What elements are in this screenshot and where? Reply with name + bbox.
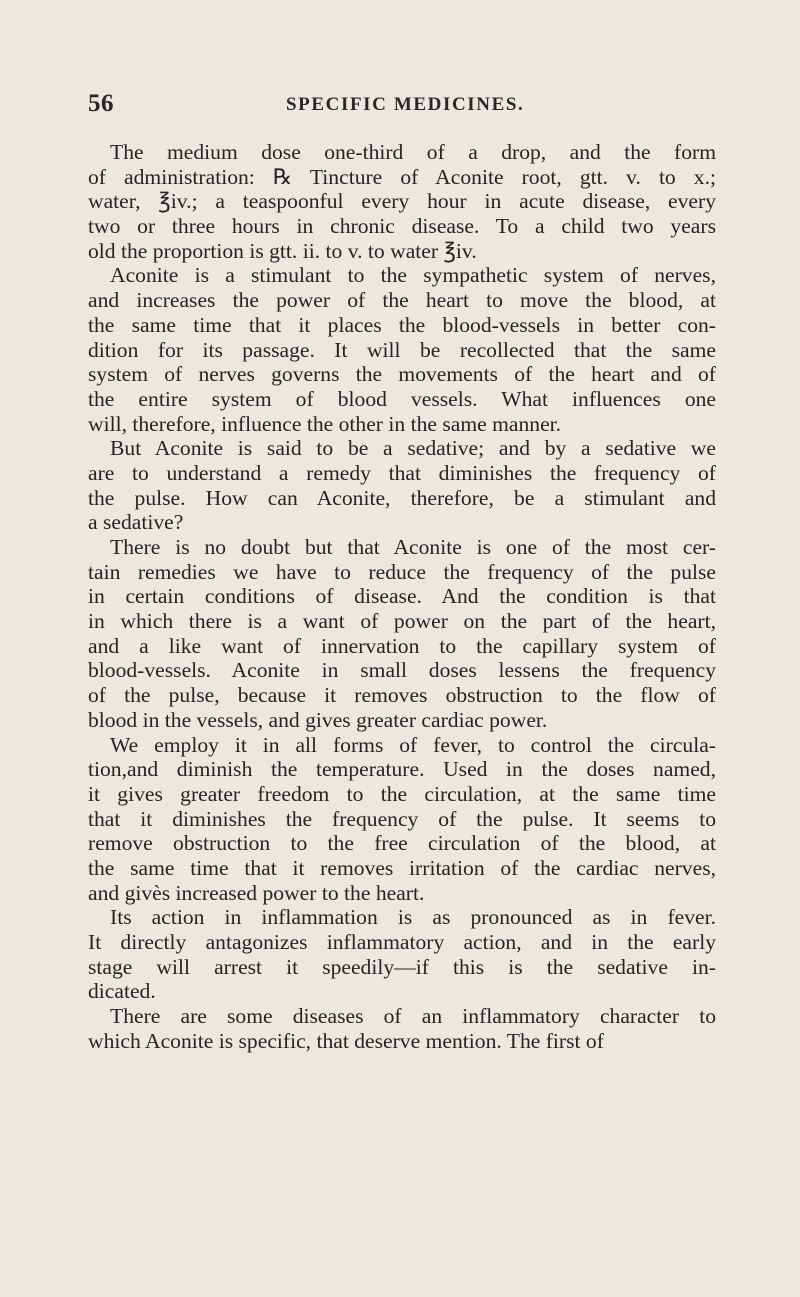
paragraph [88,263,716,436]
text-line: old the proportion is gtt. ii. to v. to water ℥iv. [88,238,477,263]
text-line: are to understand a remedy that diminishes the frequency of [88,460,716,485]
page-header [88,90,716,120]
text-line: in which there is a want of power on the part of the heart, [88,609,716,634]
text-line: the same time that it places the blood-vessels in better con- [88,312,716,337]
text-line: stage will arrest it speedily—if this is the sedative in- [88,954,716,979]
paragraph [88,1004,716,1053]
text-line: will, therefore, influence the other in the same manner. [88,411,562,436]
paragraph [88,436,716,535]
text-line: remove obstruction to the free circulation of the blood, at [88,831,716,856]
text-line: the pulse. How can Aconite, therefore, be a stimulant and [88,485,716,510]
text-line: The medium dose one-third of a drop, and the form [110,140,716,164]
text-line: But Aconite is said to be a sedative; and by a sedative we [110,436,716,461]
text-line: We employ it in all forms of fever, to control the circula- [110,732,716,757]
paragraph [88,905,716,1004]
body-text [88,140,716,1053]
text-line: blood in the vessels, and gives greater cardiac power. [88,707,548,732]
text-line: in certain conditions of disease. And the condition is that [88,584,716,609]
text-line: of the pulse, because it removes obstruction to the flow of [88,683,716,708]
text-line: There are some diseases of an inflammatory character to [110,1004,716,1029]
text-line: system of nerves governs the movements of the heart and of [88,362,716,387]
text-line: It directly antagonizes inflammatory action, and in the early [88,930,716,954]
text-line: and givès increased power to the heart. [88,880,425,905]
paragraph [88,733,716,906]
text-line: blood-vessels. Aconite in small doses lessens the frequency [88,658,716,683]
text-line: dition for its passage. It will be recollected that the same [88,337,716,362]
text-line: a sedative? [88,510,184,535]
text-line: tain remedies we have to reduce the frequency of the pulse [88,559,716,584]
text-line: Its action in inflammation is as pronounced as in fever. [110,905,716,930]
paragraph [88,140,716,263]
text-line: There is no doubt but that Aconite is one of the most cer- [110,535,716,559]
text-line: the entire system of blood vessels. What influences one [88,386,716,411]
text-line: water, ℥iv.; a teaspoonful every hour in acute disease, every [88,189,716,214]
text-line: which Aconite is specific, that deserve mention. The first of [88,1028,604,1053]
text-line: it gives greater freedom to the circulation, at the same time [88,781,716,806]
running-head: SPECIFIC MEDICINES. [286,94,525,115]
text-line: the same time that it removes irritation of the cardiac nerves, [88,855,716,880]
text-line: dicated. [88,979,156,1004]
text-line: two or three hours in chronic disease. To a child two years [88,214,716,239]
text-line: and a like want of innervation to the capillary system of [88,633,716,658]
text-line: Aconite is a stimulant to the sympathetic system of nerves, [110,263,716,288]
page-number: 56 [88,90,114,117]
text-line: that it diminishes the frequency of the pulse. It seems to [88,806,716,831]
paragraph [88,535,716,733]
text-line: and increases the power of the heart to move the blood, at [88,288,716,313]
text-line: of administration: ℞ Tincture of Aconite root, gtt. v. to x.; [88,164,716,189]
text-line: tion,and diminish the temperature. Used in the doses named, [88,757,716,782]
